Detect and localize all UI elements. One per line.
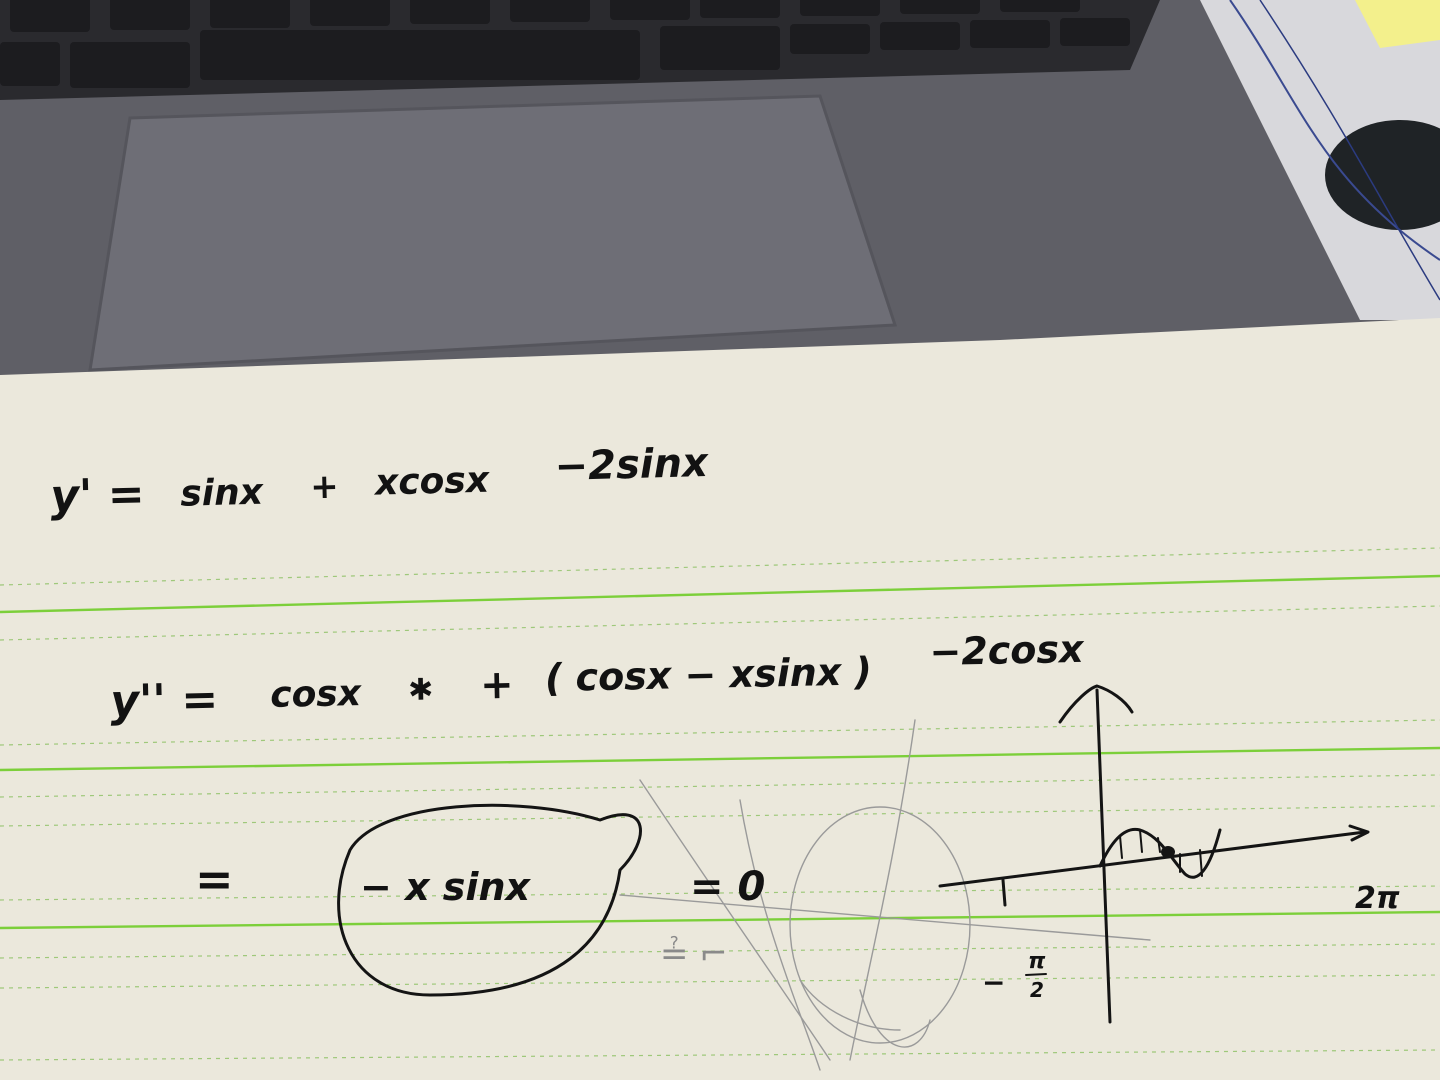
line1-lhs: y' = [49, 468, 146, 523]
line3-result: = 0 [690, 864, 766, 910]
circled-expression: − x sinx [360, 865, 531, 909]
line2-term1: cosx [269, 673, 362, 716]
line2-plus: + [479, 661, 515, 709]
key [1000, 0, 1080, 12]
key [700, 0, 780, 18]
key [10, 0, 90, 32]
key [1060, 18, 1130, 46]
line1-term1: sinx [179, 471, 264, 515]
graph-fraction-bar [1026, 974, 1046, 975]
key [510, 0, 590, 22]
key [310, 0, 390, 26]
line1-term2: xcosx [374, 459, 490, 504]
line2-paren: ( cosx − xsinx ) [544, 649, 873, 701]
key [200, 30, 640, 80]
graph-pos-label: 2π [1355, 881, 1400, 916]
line2-term2: −2cosx [929, 626, 1084, 675]
key [660, 26, 780, 70]
key [0, 42, 60, 86]
key [410, 0, 490, 24]
key [790, 24, 870, 54]
key [900, 0, 980, 14]
key [70, 42, 190, 88]
graph-tick [1003, 880, 1005, 905]
graph-neg-sign: − [982, 966, 1006, 999]
key [970, 20, 1050, 48]
key [880, 22, 960, 50]
key [210, 0, 290, 28]
key [610, 0, 690, 20]
line3-equals: = [195, 852, 234, 906]
line2-lhs: y'' = [109, 674, 219, 728]
trackpad [90, 96, 895, 370]
key [110, 0, 190, 30]
line1-plus: + [309, 466, 340, 508]
graph-intercept-dot [1161, 846, 1175, 858]
pencil-scribble: ≟ ⌐ [660, 934, 728, 974]
line2-crossed: ✱ [407, 672, 434, 709]
line1-term3: −2sinx [554, 439, 709, 490]
key [800, 0, 880, 16]
graph-neg-num: π [1028, 949, 1046, 974]
graph-neg-den: 2 [1030, 978, 1044, 1002]
